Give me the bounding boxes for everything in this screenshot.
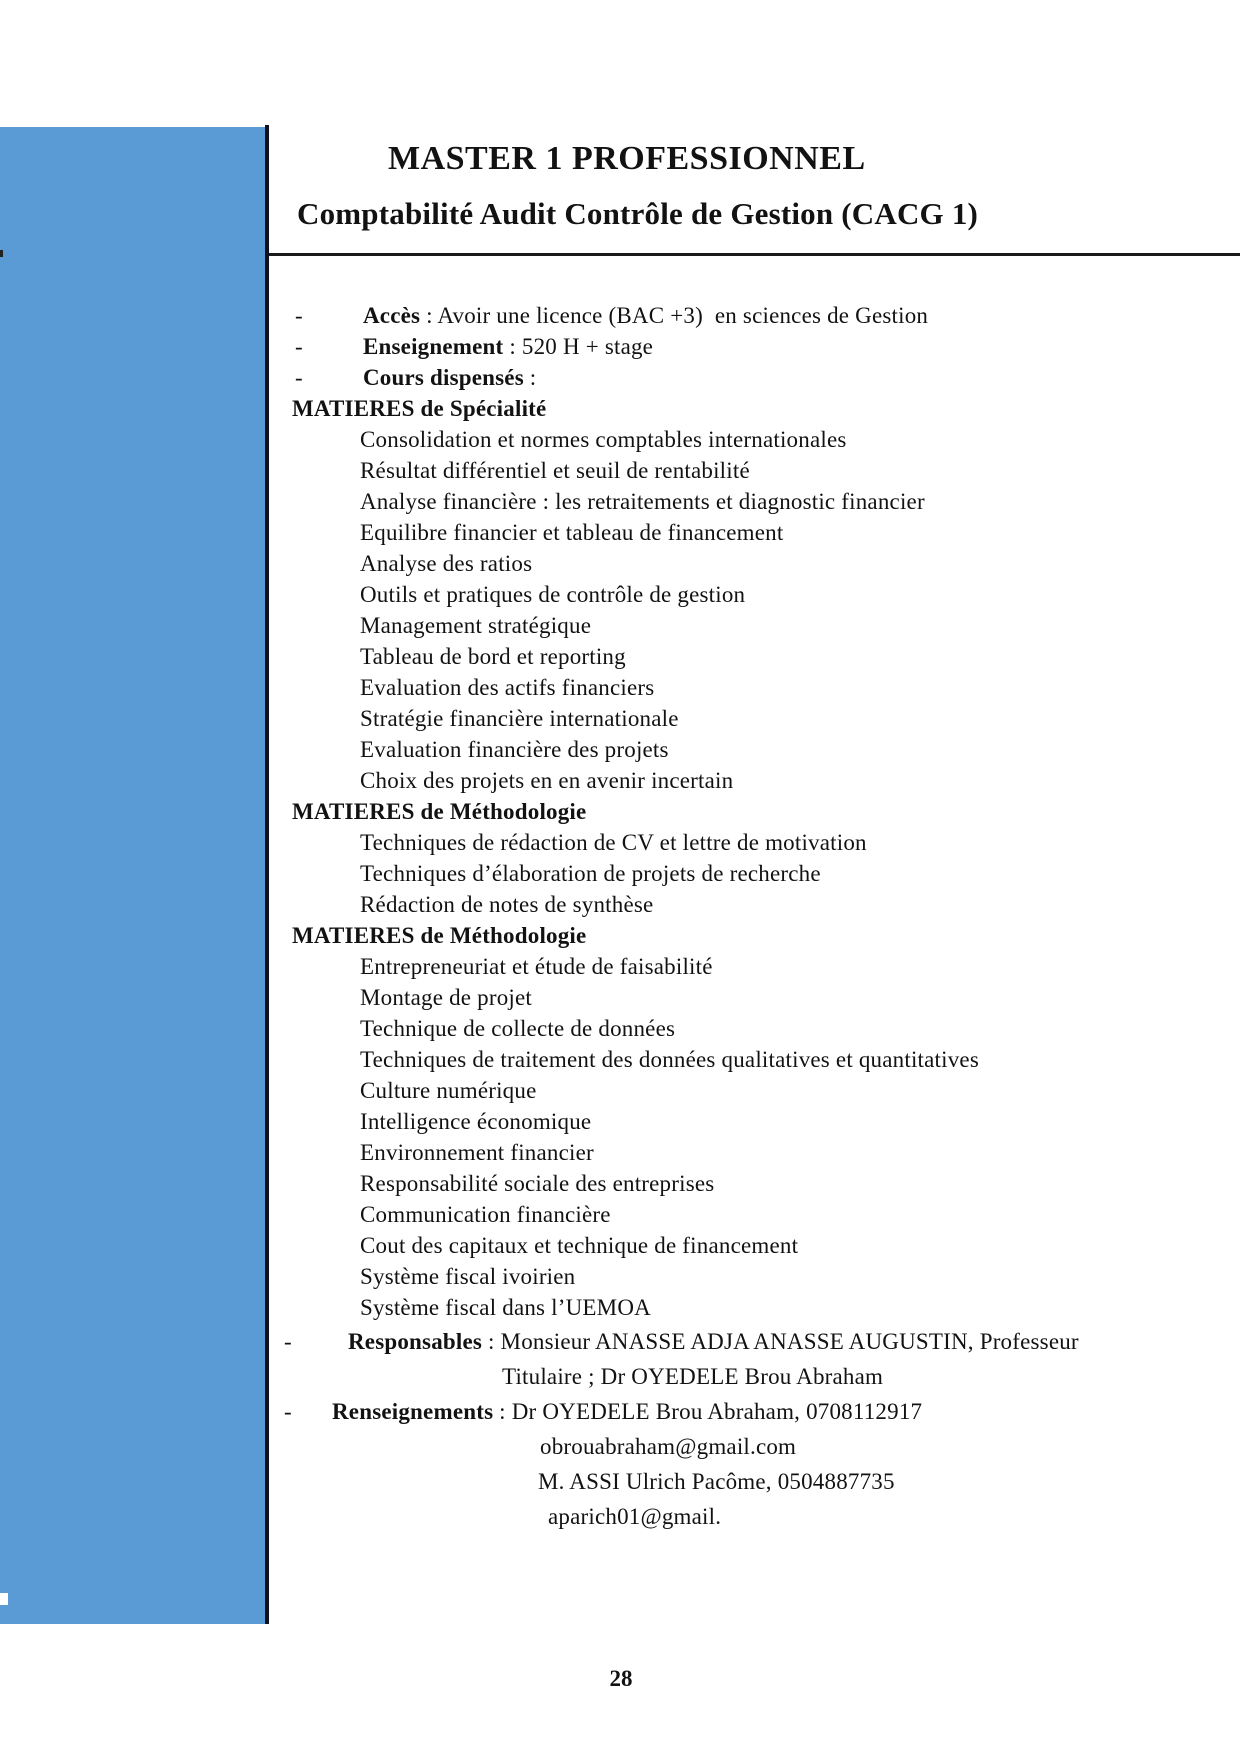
renseignements-label: Renseignements [332, 1399, 494, 1424]
course-item [0, 951, 1242, 982]
scan-artifact-notch [0, 1593, 8, 1605]
course-item-text: Techniques d’élaboration de projets de recherche [360, 861, 821, 886]
scan-artifact-tick [0, 250, 3, 257]
bullet-dash: - [284, 1399, 292, 1424]
course-item [0, 610, 1242, 641]
bullet-dash: - [284, 1329, 292, 1354]
course-item-text: Equilibre financier et tableau de financement [360, 520, 784, 545]
course-item [0, 1106, 1242, 1137]
course-item-text: Entrepreneuriat et étude de faisabilité [360, 954, 713, 979]
section-heading [0, 920, 1242, 951]
course-item [0, 672, 1242, 703]
course-item [0, 548, 1242, 579]
program-details [0, 300, 1242, 1323]
course-item-text: Consolidation et normes comptables internationales [360, 427, 847, 452]
course-item-text: Analyse des ratios [360, 551, 533, 576]
course-item-text: Résultat différentiel et seuil de rentabilité [360, 458, 750, 483]
renseignements-continuation [0, 1464, 1242, 1499]
responsables-label: Responsables [348, 1329, 483, 1354]
section-heading [0, 393, 1242, 424]
course-item-text: Technique de collecte de données [360, 1016, 676, 1041]
renseignements-continuation-text: aparich01@gmail. [548, 1504, 722, 1529]
info-bullet-text: : 520 H + stage [503, 334, 654, 359]
renseignements-continuation [0, 1499, 1242, 1534]
info-bullet-label: Accès [363, 303, 421, 328]
section-heading-label: MATIERES de Méthodologie [292, 799, 587, 824]
section-heading-label: MATIERES de Méthodologie [292, 923, 587, 948]
course-item [0, 1292, 1242, 1323]
page-number: 28 [609, 1666, 633, 1691]
course-item-text: Techniques de traitement des données qualitatives et quantitatives [360, 1047, 979, 1072]
course-item [0, 734, 1242, 765]
course-item [0, 1199, 1242, 1230]
course-item-text: Environnement financier [360, 1140, 594, 1165]
course-item [0, 424, 1242, 455]
course-item-text: Cout des capitaux et technique de financement [360, 1233, 799, 1258]
course-item [0, 1137, 1242, 1168]
course-item-text: Evaluation financière des projets [360, 737, 669, 762]
course-item [0, 641, 1242, 672]
info-bullet [0, 362, 1242, 393]
bullet-dash: - [295, 303, 303, 328]
section-heading [0, 796, 1242, 827]
course-item-text: Responsabilité sociale des entreprises [360, 1171, 715, 1196]
course-item [0, 579, 1242, 610]
course-item-text: Techniques de rédaction de CV et lettre de motivation [360, 830, 867, 855]
info-bullet-text: : [523, 365, 537, 390]
course-item [0, 455, 1242, 486]
course-item-text: Management stratégique [360, 613, 592, 638]
renseignements-continuation [0, 1429, 1242, 1464]
course-item-text: Stratégie financière internationale [360, 706, 679, 731]
course-item [0, 1230, 1242, 1261]
course-item [0, 517, 1242, 548]
info-bullet-label: Enseignement [363, 334, 504, 359]
contacts-block [0, 1324, 1242, 1534]
responsables-continuation [0, 1359, 1242, 1394]
course-item-text: Tableau de bord et reporting [360, 644, 626, 669]
course-item [0, 889, 1242, 920]
course-item [0, 703, 1242, 734]
info-bullet [0, 300, 1242, 331]
info-bullet-label: Cours dispensés [363, 365, 524, 390]
course-item-text: Analyse financière : les retraitements et diagnostic financier [360, 489, 925, 514]
course-item-text: Système fiscal dans l’UEMOA [360, 1295, 651, 1320]
course-item [0, 858, 1242, 889]
info-bullet-text: : Avoir une licence (BAC +3) en sciences de Gestion [420, 303, 929, 328]
renseignements-text: : Dr OYEDELE Brou Abraham, 0708112917 [493, 1399, 923, 1424]
course-item [0, 1013, 1242, 1044]
course-item [0, 982, 1242, 1013]
course-item-text: Communication financière [360, 1202, 611, 1227]
responsables-continuation-text: Titulaire ; Dr OYEDELE Brou Abraham [502, 1364, 884, 1389]
course-item-text: Montage de projet [360, 985, 533, 1010]
course-item [0, 1168, 1242, 1199]
program-subtitle: Comptabilité Audit Contrôle de Gestion (CACG 1) [297, 196, 979, 231]
course-item-text: Choix des projets en en avenir incertain [360, 768, 734, 793]
responsables [0, 1324, 1242, 1359]
header-divider [269, 253, 1240, 256]
course-item-text: Intelligence économique [360, 1109, 592, 1134]
page-title: MASTER 1 PROFESSIONNEL [388, 140, 866, 177]
course-item [0, 765, 1242, 796]
course-item [0, 486, 1242, 517]
course-item [0, 1075, 1242, 1106]
course-item-text: Système fiscal ivoirien [360, 1264, 576, 1289]
course-item-text: Outils et pratiques de contrôle de gestion [360, 582, 746, 607]
course-item [0, 1044, 1242, 1075]
section-heading-label: MATIERES de Spécialité [292, 396, 547, 421]
bullet-dash: - [295, 365, 303, 390]
course-item-text: Culture numérique [360, 1078, 537, 1103]
course-item-text: Rédaction de notes de synthèse [360, 892, 654, 917]
info-bullet [0, 331, 1242, 362]
course-item-text: Evaluation des actifs financiers [360, 675, 655, 700]
responsables-text: : Monsieur ANASSE ADJA ANASSE AUGUSTIN, Professeur [482, 1329, 1079, 1354]
renseignements [0, 1394, 1242, 1429]
renseignements-continuation-text: M. ASSI Ulrich Pacôme, 0504887735 [538, 1469, 895, 1494]
course-item [0, 827, 1242, 858]
course-item [0, 1261, 1242, 1292]
renseignements-continuation-text: obrouabraham@gmail.com [540, 1434, 797, 1459]
bullet-dash: - [295, 334, 303, 359]
